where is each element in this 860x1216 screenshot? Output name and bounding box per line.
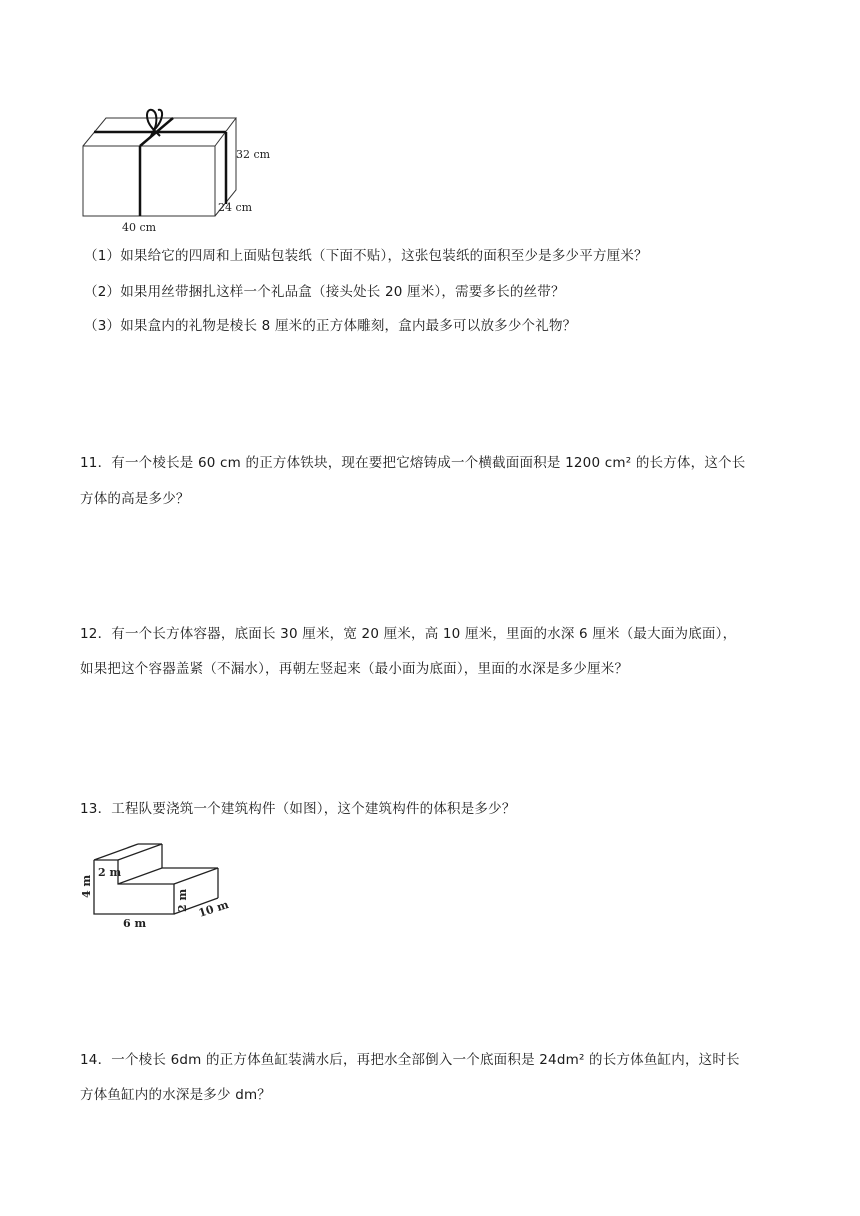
problem12-line2: 如果把这个容器盖紧（不漏水），再朝左竖起来（最小面为底面），里面的水深是多少厘米？ bbox=[80, 661, 629, 677]
gift-box-figure bbox=[78, 100, 288, 240]
step-top-label: 2 m bbox=[98, 866, 122, 879]
problem13-line1: 13．工程队要浇筑一个建筑构件（如图），这个建筑构件的体积是多少？ bbox=[80, 801, 516, 817]
problem14-line1: 14．一个棱长 6dm 的正方体鱼缸装满水后，再把水全部倒入一个底面积是 24dm² 的长方体鱼缸内，这时长 bbox=[80, 1052, 740, 1068]
step-bottom-label: 6 m bbox=[123, 917, 147, 930]
problem10-part1: （1）如果给它的四周和上面贴包装纸（下面不贴），这张包装纸的面积至少是多少平方厘米？ bbox=[84, 248, 648, 264]
box-depth-label: 24 cm bbox=[218, 201, 253, 214]
step-depth-label: 10 m bbox=[196, 897, 231, 920]
step-component-figure bbox=[78, 826, 268, 936]
problem10-part3: （3）如果盒内的礼物是棱长 8 厘米的正方体雕刻，盒内最多可以放多少个礼物？ bbox=[84, 318, 577, 334]
problem10-part2: （2）如果用丝带捆扎这样一个礼品盒（接头处长 20 厘米），需要多长的丝带？ bbox=[84, 284, 565, 300]
problem11-line1: 11．有一个棱长是 60 cm 的正方体铁块，现在要把它熔铸成一个横截面面积是 1200 cm² 的长方体，这个长 bbox=[80, 455, 746, 471]
problem12-line1: 12．有一个长方体容器，底面长 30 厘米，宽 20 厘米，高 10 厘米，里面的水深 6 厘米（最大面为底面）， bbox=[80, 626, 737, 642]
step-left-height-label: 4 m bbox=[80, 874, 93, 898]
box-width-label: 40 cm bbox=[122, 221, 157, 234]
problem11-line2: 方体的高是多少？ bbox=[80, 491, 190, 507]
box-height-label: 32 cm bbox=[236, 148, 271, 161]
problem14-line2: 方体鱼缸内的水深是多少 dm？ bbox=[80, 1087, 272, 1103]
step-mid-label: 2 m bbox=[176, 888, 189, 912]
